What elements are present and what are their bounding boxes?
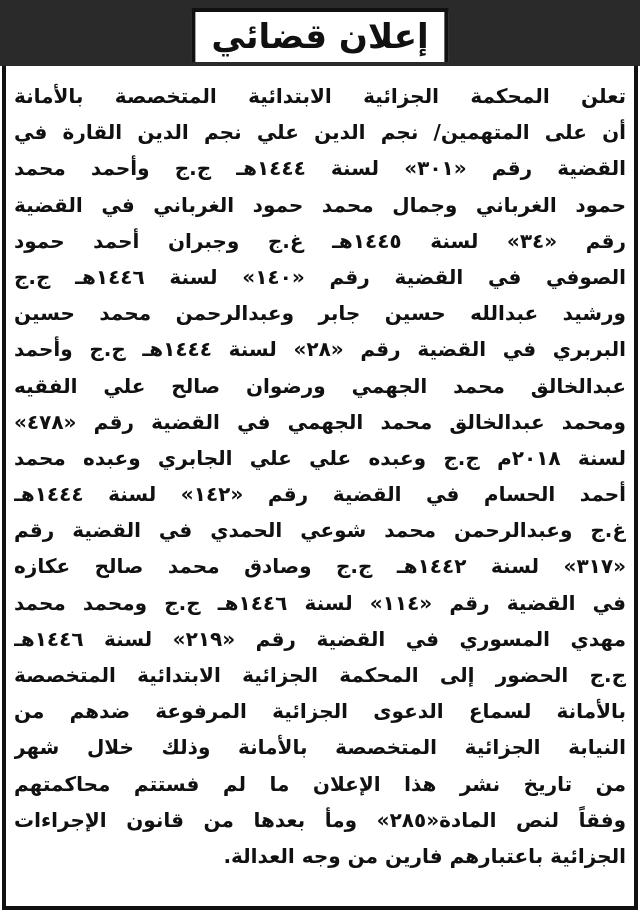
- notice-line: أن على المتهمين/ نجم الدين علي نجم الدين القارة في: [14, 120, 626, 145]
- notice-line: أحمد الحسام في القضية رقم «١٤٢» لسنة ١٤٤٤هـ: [14, 482, 626, 507]
- title-box: [191, 8, 448, 62]
- notice-line: من تاريخ نشر هذا الإعلان ما لم فستتم محاكمتهم: [14, 771, 626, 796]
- notice-title: إعلان قضائي: [211, 17, 429, 57]
- notice-line: الصوفي في القضية رقم «١٤٠» لسنة ١٤٤٦هـ ج.ج: [14, 264, 626, 289]
- notice-line: ورشيد عبدالله حسين جابر وعبدالرحمن محمد حسين: [14, 301, 626, 326]
- notice-line: في القضية رقم «١١٤» لسنة ١٤٤٦هـ ج.ج ومحمد محمد: [14, 590, 626, 615]
- notice-line: تعلن المحكمة الجزائية الابتدائية المتخصصة بالأمانة: [14, 84, 626, 108]
- notice-line: مهدي المسوري في القضية رقم «٢١٩» لسنة ١٤٤٦هـ: [14, 626, 626, 651]
- notice-line: بالأمانة لسماع الدعوى الجزائية المرفوعة ضدهم من: [14, 699, 626, 724]
- notice-line: حمود الغرباني وجمال محمد حمود الغرباني في القضية: [14, 192, 626, 217]
- notice-line: البربري في القضية رقم «٢٨» لسنة ١٤٤٤هـ ج.ج وأحمد: [14, 337, 626, 362]
- notice-line: الجزائية باعتبارهم فارين من وجه العدالة.: [223, 843, 626, 868]
- notice-line: النيابة الجزائية المتخصصة بالأمانة وذلك خلال شهر: [14, 735, 626, 760]
- notice-line: «٣١٧» لسنة ١٤٤٢هـ ج.ج وصادق محمد صالح عكازه: [14, 554, 626, 579]
- notice-line: القضية رقم «٣٠١» لسنة ١٤٤٤هـ ج.ج وأحمد محمد: [14, 156, 626, 181]
- notice-line: رقم «٣٤» لسنة ١٤٤٥هـ غ.ج وجبران أحمد حمود: [14, 228, 626, 253]
- notice-body: [14, 78, 626, 874]
- notice-line: وفقاً لنص المادة«٢٨٥» ومأ بعدها من قانون الإجراءات: [14, 807, 626, 832]
- notice-line: عبدالخالق محمد الجهمي ورضوان صالح علي الفقيه: [14, 373, 626, 398]
- notice-line: لسنة ٢٠١٨م ج.ج وعبده علي علي الجابري وعبده محمد: [14, 445, 626, 470]
- header-bar: [0, 0, 640, 66]
- notice-line: ومحمد عبدالخالق محمد الجهمي في القضية رقم «٤٧٨»: [14, 409, 626, 434]
- notice-line: غ.ج وعبدالرحمن محمد شوعي الحمدي في القضية رقم: [14, 518, 626, 543]
- notice-line: ج.ج الحضور إلى المحكمة الجزائية الابتدائية المتخصصة: [14, 663, 626, 687]
